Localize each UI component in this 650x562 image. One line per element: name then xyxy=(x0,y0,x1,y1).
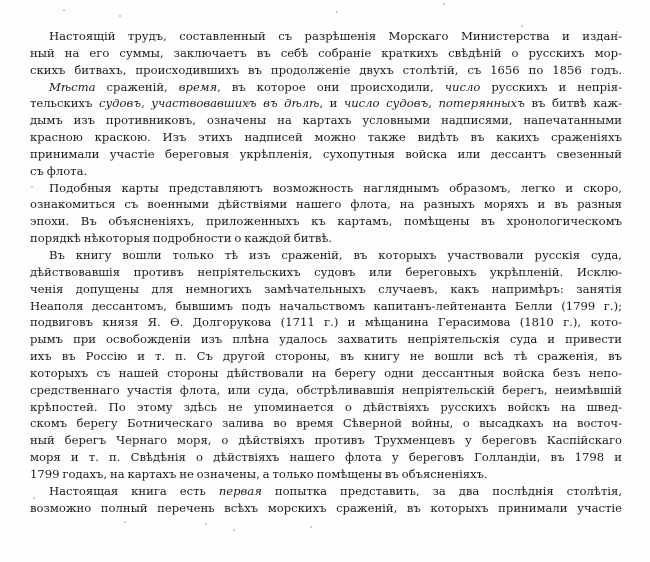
italic-emphasis: Мѣста xyxy=(49,79,96,94)
text-segment: моря и т. п. Свѣдѣнія о дѣйствіяхъ нашего флота у береговъ Голландіи, въ 1798 и xyxy=(30,450,622,465)
text-line xyxy=(30,62,622,79)
italic-emphasis: первая xyxy=(218,483,262,498)
text-segment: ченія допущены для немногихъ замѣчательныхъ случаевъ, какъ напримѣръ: занятія xyxy=(30,281,622,296)
text-segment: ознакомиться съ военными дѣйствіями нашего флота, на разныхъ моряхъ и въ разныя xyxy=(30,197,622,212)
text-line xyxy=(30,230,622,247)
text-segment: дѣйствовавшія противъ непріятельскихъ судовъ или береговыхъ укрѣпленій. Исклю- xyxy=(30,264,622,279)
scan-speck xyxy=(443,3,445,5)
scan-speck xyxy=(63,9,65,11)
text-line xyxy=(30,331,622,348)
text-line xyxy=(30,399,622,416)
text-line xyxy=(30,79,622,96)
italic-emphasis: число xyxy=(444,79,481,94)
text-segment: Неаполя дессантомъ, бывшимъ подъ начальствомъ капитанъ-лейтенанта Белли (1799 г.); xyxy=(30,298,622,313)
text-segment: скомъ берегу Ботническаго залива во время Сѣверной войны, о высадкахъ на восточ- xyxy=(30,416,622,431)
text-segment: сраженій, xyxy=(95,79,179,94)
text-line xyxy=(30,314,622,331)
text-line xyxy=(30,382,622,399)
scan-speck xyxy=(310,526,312,528)
text-segment: крѣпостей. По этому здѣсь не упоминается о дѣйствіяхъ русскихъ войскъ на швед- xyxy=(30,399,622,414)
text-line xyxy=(30,213,622,230)
text-line xyxy=(30,95,622,112)
text-segment: , и xyxy=(319,96,344,111)
text-line xyxy=(30,500,622,517)
text-segment: Подобныя карты представляютъ возможность нагляднымъ образомъ, легко и скоро, xyxy=(49,180,622,195)
text-line xyxy=(30,196,622,213)
text-segment: Настоящій трудъ, составленный съ разрѣшенія Морскаго Министерства и издан- xyxy=(49,29,622,43)
text-line xyxy=(30,483,622,500)
text-segment: скихъ битвахъ, происходившихъ въ продолженіе двухъ столѣтій, съ 1656 по 1856 годъ. xyxy=(30,62,622,77)
text-line xyxy=(30,146,622,163)
text-line xyxy=(30,432,622,449)
text-line xyxy=(30,281,622,298)
text-line xyxy=(30,180,622,197)
text-segment: въ битвѣ каж- xyxy=(524,96,622,111)
text-segment: порядкѣ нѣкоторыя подробности о каждой битвѣ. xyxy=(30,231,333,246)
text-segment: средственнаго участія флота, или суда, обстрѣливавшія непріятельскій берегъ, неимѣвшій xyxy=(30,382,622,397)
text-block xyxy=(30,28,622,516)
scan-speck xyxy=(233,529,235,531)
scan-speck xyxy=(336,11,338,13)
text-segment: Настоящая книга есть xyxy=(49,483,219,498)
text-line xyxy=(30,129,622,146)
text-segment: возможно полный перечень всѣхъ морскихъ сраженій, въ которыхъ принимали участіе xyxy=(30,500,622,515)
text-segment: попытка представить, за два послѣднія столѣтія, xyxy=(261,483,622,498)
text-line xyxy=(30,28,622,45)
scan-speck xyxy=(124,521,126,523)
text-segment: Въ книгу вошли только тѣ изъ сраженій, въ которыхъ участвовали русскія суда, xyxy=(49,247,622,262)
text-line xyxy=(30,247,622,264)
text-segment: эпохи. Въ объясненіяхъ, приложенныхъ къ картамъ, помѣщены въ хронологическомъ xyxy=(30,214,622,229)
italic-emphasis: судовъ, участвовавшихъ въ дѣлѣ xyxy=(98,96,320,111)
text-segment: красною краскою. Изъ этихъ надписей можно также видѣть въ какихъ сраженіяхъ xyxy=(30,130,622,145)
text-line xyxy=(30,365,622,382)
text-segment: дымъ изъ противниковъ, означены на картахъ условными надписями, напечатанными xyxy=(30,113,622,128)
text-segment: , въ которое они происходили, xyxy=(217,79,445,94)
text-line xyxy=(30,348,622,365)
text-segment: принимали участіе береговыя укрѣпленія, сухопутныя войска или дессантъ свезенный xyxy=(30,146,622,161)
text-segment: подвиговъ князя Я. Ѳ. Долгорукова (1711 г.) и мѣщанина Герасимова (1810 г.), кото- xyxy=(30,315,622,330)
text-segment: рымъ при освобожденіи изъ плѣна удалось захватить непріятельскія суда и привести xyxy=(30,332,622,347)
text-segment: тельскихъ xyxy=(30,96,99,111)
scan-speck xyxy=(205,523,207,525)
text-segment: русскихъ и непрія- xyxy=(480,79,622,94)
text-segment: съ флота. xyxy=(30,163,88,178)
text-line xyxy=(30,112,622,129)
text-line xyxy=(30,163,622,180)
text-segment: 1799 годахъ, на картахъ не означены, а только помѣщены въ объясненіяхъ. xyxy=(30,466,488,481)
text-segment: ный берегъ Чернаго моря, о дѣйствіяхъ противъ Трухменцевъ у береговъ Каспійскаго xyxy=(30,433,622,448)
italic-emphasis: число судовъ, потерянныхъ xyxy=(344,96,525,111)
text-segment: ихъ въ Россію и т. п. Съ другой стороны, въ книгу не вошли всѣ тѣ сраженія, въ xyxy=(30,349,622,364)
scan-speck xyxy=(119,15,121,17)
text-segment: ный на его суммы, заключаетъ въ себѣ собраніе краткихъ свѣдѣній о русскихъ мор- xyxy=(30,45,622,60)
text-line xyxy=(30,415,622,432)
text-line xyxy=(30,449,622,466)
italic-emphasis: время xyxy=(178,79,218,94)
scan-speck xyxy=(521,25,523,27)
text-line xyxy=(30,264,622,281)
text-line xyxy=(30,466,622,483)
text-segment: которыхъ съ нашей стороны дѣйствовали на берегу одни дессантныя войска безъ непо- xyxy=(30,365,622,380)
text-line xyxy=(30,45,622,62)
text-line xyxy=(30,298,622,315)
